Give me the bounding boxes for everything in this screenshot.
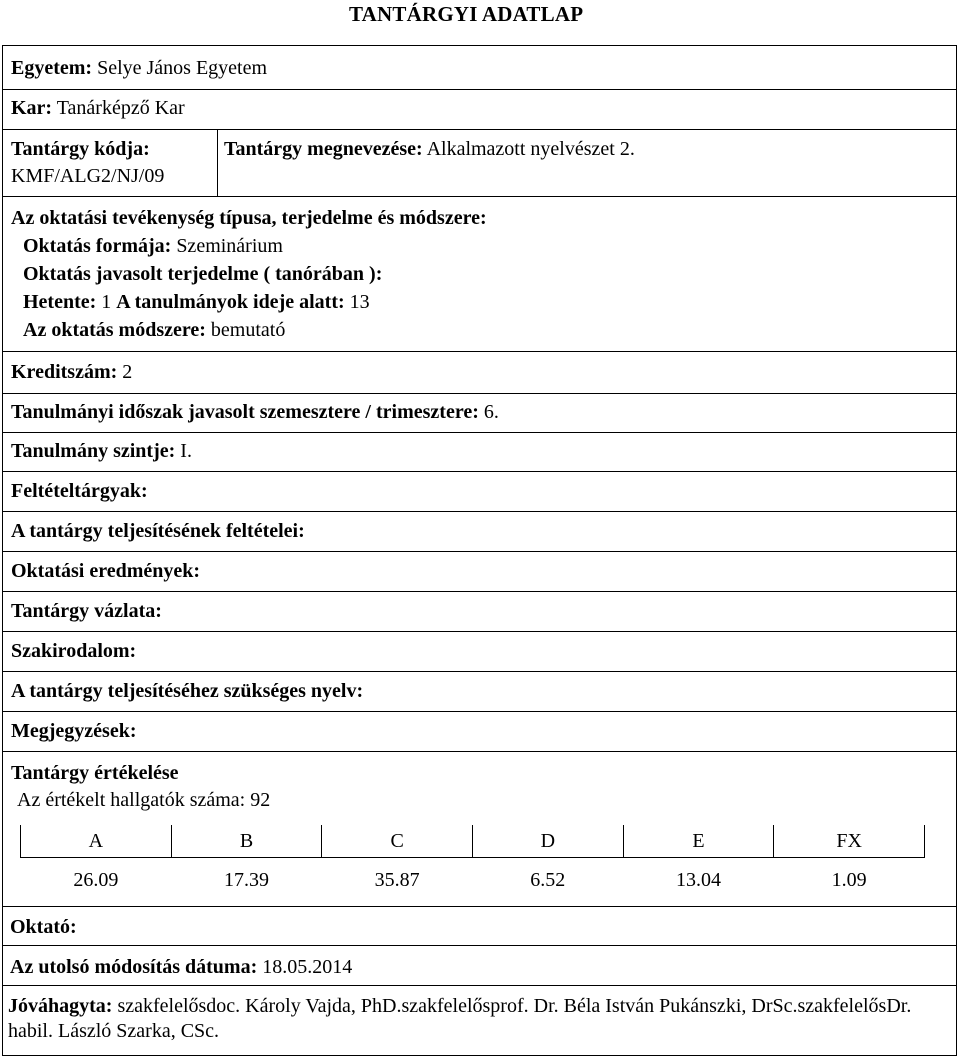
grade-distribution-table bbox=[20, 825, 925, 902]
divider bbox=[3, 945, 956, 946]
grade-percent: 13.04 bbox=[675, 868, 721, 891]
approval-value: szakfelelősdoc. Károly Vajda, PhD.szakfelelősprof. Dr. Béla István Pukánszki, DrSc.szakfelelősDr. habil. László Szarka, CSc. bbox=[8, 995, 912, 1042]
language-label: A tantárgy teljesítéséhez szükséges nyelv: bbox=[11, 680, 364, 702]
divider bbox=[3, 432, 956, 433]
evaluation-heading: Tantárgy értékelése bbox=[11, 762, 179, 784]
teaching-method-label: Az oktatás módszere: bbox=[23, 319, 206, 341]
semester-value: 6. bbox=[483, 401, 499, 423]
teaching-method-row bbox=[23, 318, 285, 342]
divider bbox=[3, 196, 956, 197]
faculty-value: Tanárképző Kar bbox=[56, 97, 185, 119]
university-row bbox=[11, 56, 267, 80]
approval-row bbox=[8, 994, 943, 1044]
divider bbox=[3, 671, 956, 672]
divider bbox=[3, 471, 956, 472]
prerequisites-label: Feltételtárgyak: bbox=[11, 480, 148, 502]
grade-percent: 35.87 bbox=[374, 868, 420, 891]
grade-header-row bbox=[21, 825, 925, 858]
literature-label: Szakirodalom: bbox=[11, 640, 137, 662]
course-code-value: KMF/ALG2/NJ/09 bbox=[11, 165, 165, 187]
course-name-value: Alkalmazott nyelvészet 2. bbox=[426, 138, 635, 160]
last-modified-value: 18.05.2014 bbox=[262, 956, 353, 978]
level-row bbox=[11, 439, 192, 463]
level-label: Tanulmány szintje: bbox=[11, 440, 176, 462]
course-name-label: Tantárgy megnevezése: bbox=[224, 138, 423, 160]
divider bbox=[3, 631, 956, 632]
grade-header: E bbox=[623, 825, 774, 858]
credits-value: 2 bbox=[122, 361, 133, 383]
semester-label: Tanulmányi időszak javasolt szemesztere / trimesztere: bbox=[11, 401, 479, 423]
grade-percent: 6.52 bbox=[530, 868, 566, 891]
approval-label: Jóváhagyta: bbox=[8, 995, 113, 1017]
divider bbox=[3, 129, 956, 130]
faculty-label: Kar: bbox=[11, 97, 53, 119]
divider bbox=[3, 511, 956, 512]
evaluated-students-row bbox=[17, 788, 270, 812]
credits-label: Kreditszám: bbox=[11, 361, 118, 383]
grade-header: A bbox=[21, 825, 172, 858]
divider bbox=[3, 591, 956, 592]
evaluated-students-value: 92 bbox=[250, 789, 271, 811]
grade-percent-row bbox=[21, 858, 925, 903]
divider bbox=[3, 351, 956, 352]
university-value: Selye János Egyetem bbox=[97, 57, 268, 79]
credits-row bbox=[11, 360, 132, 384]
weekly-value: 1 bbox=[101, 291, 112, 313]
teaching-hours-row bbox=[23, 290, 370, 314]
last-modified-row bbox=[10, 955, 352, 979]
teaching-form-row bbox=[23, 234, 283, 258]
divider bbox=[3, 89, 956, 90]
university-label: Egyetem: bbox=[11, 57, 93, 79]
teaching-scope-label: Oktatás javasolt terjedelme ( tanórában ): bbox=[23, 263, 383, 285]
code-name-separator bbox=[217, 129, 218, 196]
semester-row bbox=[11, 400, 499, 424]
grade-percent: 1.09 bbox=[831, 868, 867, 891]
grade-header: C bbox=[322, 825, 473, 858]
course-datasheet bbox=[2, 45, 957, 1056]
grade-percent: 26.09 bbox=[73, 868, 119, 891]
grade-header: B bbox=[171, 825, 322, 858]
level-value: I. bbox=[180, 440, 192, 462]
teaching-form-label: Oktatás formája: bbox=[23, 235, 172, 257]
faculty-row bbox=[11, 96, 185, 120]
divider bbox=[3, 393, 956, 394]
grade-header: D bbox=[472, 825, 623, 858]
divider bbox=[3, 551, 956, 552]
divider bbox=[3, 906, 956, 907]
course-name-row bbox=[224, 137, 635, 161]
outline-label: Tantárgy vázlata: bbox=[11, 600, 162, 622]
outcomes-label: Oktatási eredmények: bbox=[11, 560, 201, 582]
total-value: 13 bbox=[349, 291, 370, 313]
course-code-label: Tantárgy kódja: bbox=[11, 138, 150, 160]
evaluated-students-label: Az értékelt hallgatók száma: bbox=[17, 789, 246, 811]
completion-label: A tantárgy teljesítésének feltételei: bbox=[11, 520, 305, 542]
grade-percent: 17.39 bbox=[223, 868, 269, 891]
divider bbox=[3, 985, 956, 986]
document-title: TANTÁRGYI ADATLAP bbox=[349, 2, 584, 26]
teaching-method-value: bemutató bbox=[210, 319, 286, 341]
teaching-form-value: Szeminárium bbox=[176, 235, 283, 257]
teacher-label: Oktató: bbox=[10, 916, 77, 938]
weekly-label: Hetente: bbox=[23, 291, 97, 313]
last-modified-label: Az utolsó módosítás dátuma: bbox=[10, 956, 258, 978]
teaching-heading: Az oktatási tevékenység típusa, terjedelme és módszere: bbox=[11, 207, 487, 229]
total-label: A tanulmányok ideje alatt: bbox=[116, 291, 345, 313]
divider bbox=[3, 751, 956, 752]
divider bbox=[3, 711, 956, 712]
grade-header: FX bbox=[774, 825, 925, 858]
notes-label: Megjegyzések: bbox=[11, 720, 137, 742]
